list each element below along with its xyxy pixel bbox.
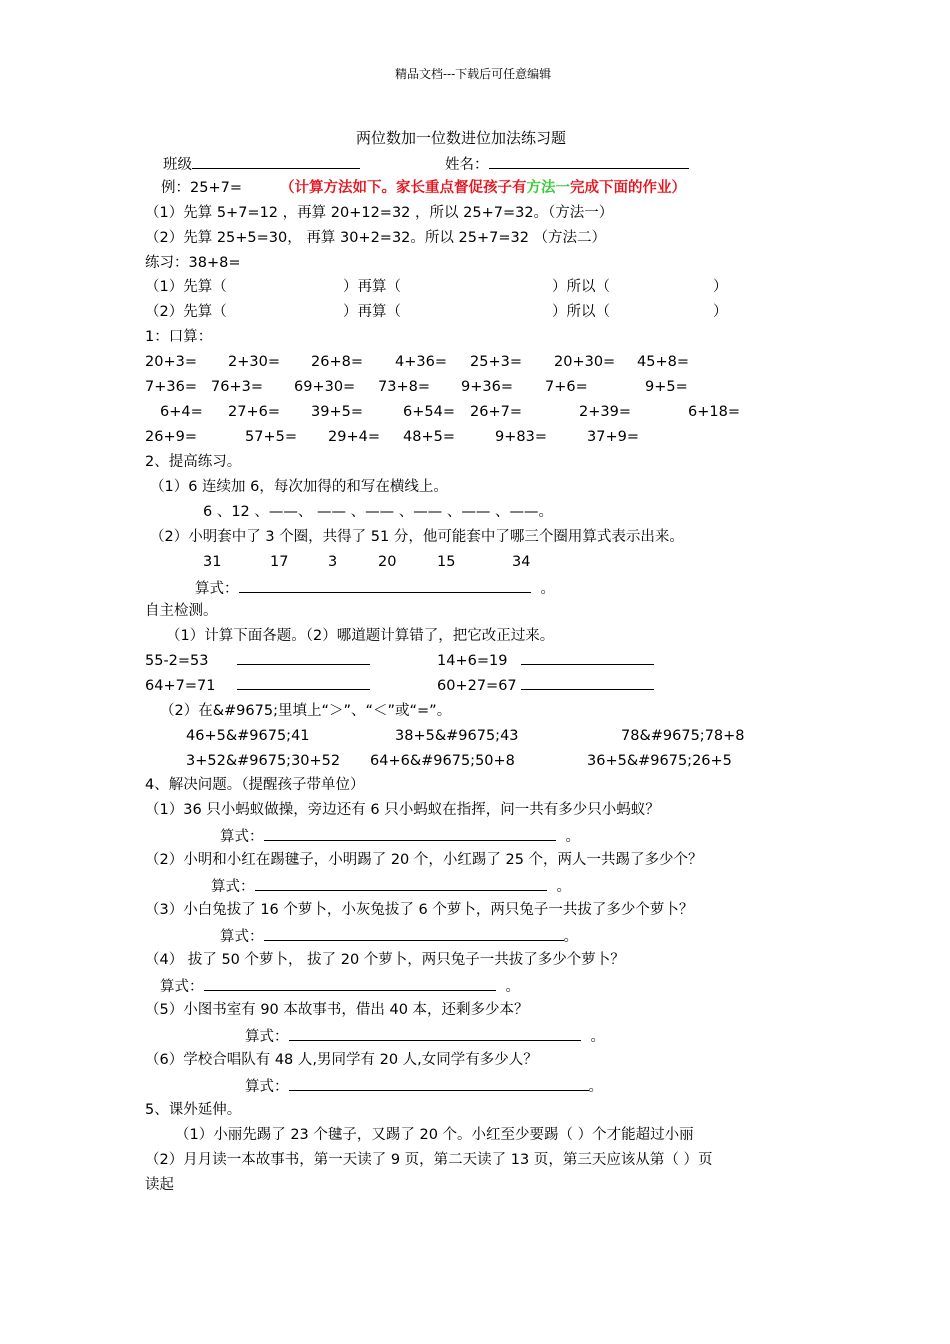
correction-line[interactable] [521,676,654,696]
ring-score: 34 [512,554,531,570]
oral-item: 6+54= [403,404,455,420]
answer-blank[interactable] [264,925,564,941]
problem-6-formula: 算式： 。 [245,1075,603,1097]
compare-item: 36+5&#9675;26+5 [587,753,732,769]
advanced-q2: （2）小明套中了 3 个圈，共得了 51 分，他可能套中了哪三个圈用算式表示出来。 [150,529,684,545]
example-line: 例：25+7= （计算方法如下。家长重点督促孩子有方法一完成下面的作业） [161,180,686,196]
self-check-instruction: （1）计算下面各题。（2）哪道题计算错了，把它改正过来。 [166,628,555,644]
answer-blank[interactable] [239,577,531,593]
oral-item: 69+30= [294,379,356,395]
oral-item: 29+4= [328,429,380,445]
check-equation: 64+7=71 [145,678,216,694]
oral-item: 26+9= [145,429,197,445]
oral-item: 73+8= [378,379,430,395]
self-check-title: 自主检测。 [145,603,218,619]
ring-score: 15 [437,554,456,570]
answer-blank[interactable] [204,975,496,991]
advanced-title: 2、提高练习。 [145,454,242,470]
problem-5-formula: 算式： 。 [245,1025,605,1047]
problems-title: 4、解决问题。（提醒孩子带单位） [145,777,365,793]
correction-line[interactable] [521,651,654,671]
oral-item: 37+9= [587,429,639,445]
page-header: 精品文档---下载后可任意编辑 [395,67,552,81]
answer-blank[interactable] [255,875,547,891]
oral-item: 4+36= [395,354,447,370]
oral-item: 26+7= [470,404,522,420]
practice-row-1-d: ） [713,279,728,295]
compare-item: 3+52&#9675;30+52 [186,753,341,769]
class-blank[interactable] [192,153,360,169]
practice-row-2-a: （2）先算（ [145,304,227,320]
oral-item: 7+36= [145,379,197,395]
method-one: （1）先算 5+7=12 ，再算 20+12=32 ，所以 25+7=32。（方法一） [145,205,614,221]
problem-5: （5）小图书室有 90 本故事书，借出 40 本，还剩多少本？ [145,1002,529,1018]
problem-2-formula: 算式： 。 [211,875,571,897]
oral-item: 7+6= [545,379,588,395]
extension-title: 5、课外延伸。 [145,1102,242,1118]
ring-score: 31 [203,554,222,570]
check-equation: 60+27=67 [437,678,517,694]
compare-item: 78&#9675;78+8 [621,728,745,744]
oral-item: 27+6= [228,404,280,420]
oral-item: 9+36= [461,379,513,395]
problem-1-formula: 算式： 。 [220,825,580,847]
compare-item: 38+5&#9675;43 [395,728,519,744]
extension-q1: （1）小丽先踢了 23 个毽子，又踢了 20 个。小红至少要踢（ ）个才能超过小丽 [175,1127,694,1143]
practice-row-2-c: ）所以（ [552,304,610,320]
oral-item: 6+18= [688,404,740,420]
instruction-red-end: 完成下面的作业） [569,180,686,196]
oral-item: 9+83= [495,429,547,445]
oral-item: 20+30= [554,354,616,370]
problem-4-formula: 算式： 。 [160,975,520,997]
advanced-q1: （1）6 连续加 6，每次加得的和写在横线上。 [150,479,448,495]
method-two: （2）先算 25+5=30， 再算 30+2=32。所以 25+7=32 （方法二） [145,230,607,246]
oral-item: 39+5= [311,404,363,420]
compare-instruction: （2）在&#9675;里填上“＞”、“＜”或“=”。 [160,703,452,719]
oral-item: 2+39= [579,404,631,420]
practice-row-1-b: ）再算（ [343,279,401,295]
check-equation: 55-2=53 [145,653,209,669]
oral-item: 25+3= [470,354,522,370]
extension-q2-cont: 读起 [145,1177,174,1193]
answer-blank[interactable] [289,1025,581,1041]
correction-line[interactable] [237,676,370,696]
name-field: 姓名： [445,153,689,175]
oral-item: 45+8= [637,354,689,370]
answer-blank[interactable] [264,825,556,841]
method-one-highlight: 方法一 [526,180,570,196]
practice-title: 练习：38+8= [145,255,241,271]
practice-row-2-d: ） [713,304,728,320]
compare-item: 64+6&#9675;50+8 [370,753,515,769]
oral-item: 48+5= [403,429,455,445]
extension-q2: （2）月月读一本故事书，第一天读了 9 页，第二天读了 13 页，第三天应该从第（ ）页 [145,1152,713,1168]
oral-item: 6+4= [160,404,203,420]
oral-item: 9+5= [645,379,688,395]
practice-row-2-b: ）再算（ [343,304,401,320]
advanced-q1-sequence: 6 、12 、——、 —— 、—— 、—— 、—— 、——。 [203,504,553,520]
compare-item: 46+5&#9675;41 [186,728,310,744]
correction-line[interactable] [237,651,370,671]
oral-item: 20+3= [145,354,197,370]
problem-1: （1）36 只小蚂蚁做操，旁边还有 6 只小蚂蚁在指挥，问一共有多少只小蚂蚁？ [145,802,660,818]
practice-row-1-a: （1）先算（ [145,279,227,295]
problem-3: （3）小白兔拔了 16 个萝卜，小灰兔拔了 6 个萝卜，两只兔子一共拔了多少个萝卜？ [145,902,694,918]
oral-item: 57+5= [245,429,297,445]
ring-score: 17 [270,554,289,570]
advanced-formula: 算式： 。 [195,577,555,599]
problem-3-formula: 算式： 。 [220,925,578,947]
ring-score: 20 [378,554,397,570]
oral-title: 1：口算： [145,329,213,345]
problem-2: （2）小明和小红在踢毽子，小明踢了 20 个，小红踢了 25 个，两人一共踢了多少个？ [145,852,703,868]
instruction-red: （计算方法如下。家长重点督促孩子有 [279,180,527,196]
oral-item: 2+30= [228,354,280,370]
problem-6: （6）学校合唱队有 48 人,男同学有 20 人,女同学有多少人？ [145,1052,538,1068]
oral-item: 76+3= [211,379,263,395]
ring-score: 3 [328,554,338,570]
answer-blank[interactable] [289,1075,589,1091]
oral-item: 26+8= [311,354,363,370]
class-field: 班级 [163,153,360,175]
name-blank[interactable] [489,153,689,169]
problem-4: （4） 拔了 50 个萝卜， 拔了 20 个萝卜，两只兔子一共拔了多少个萝卜？ [145,952,625,968]
page-title: 两位数加一位数进位加法练习题 [356,129,567,147]
practice-row-1-c: ）所以（ [552,279,610,295]
check-equation: 14+6=19 [437,653,508,669]
